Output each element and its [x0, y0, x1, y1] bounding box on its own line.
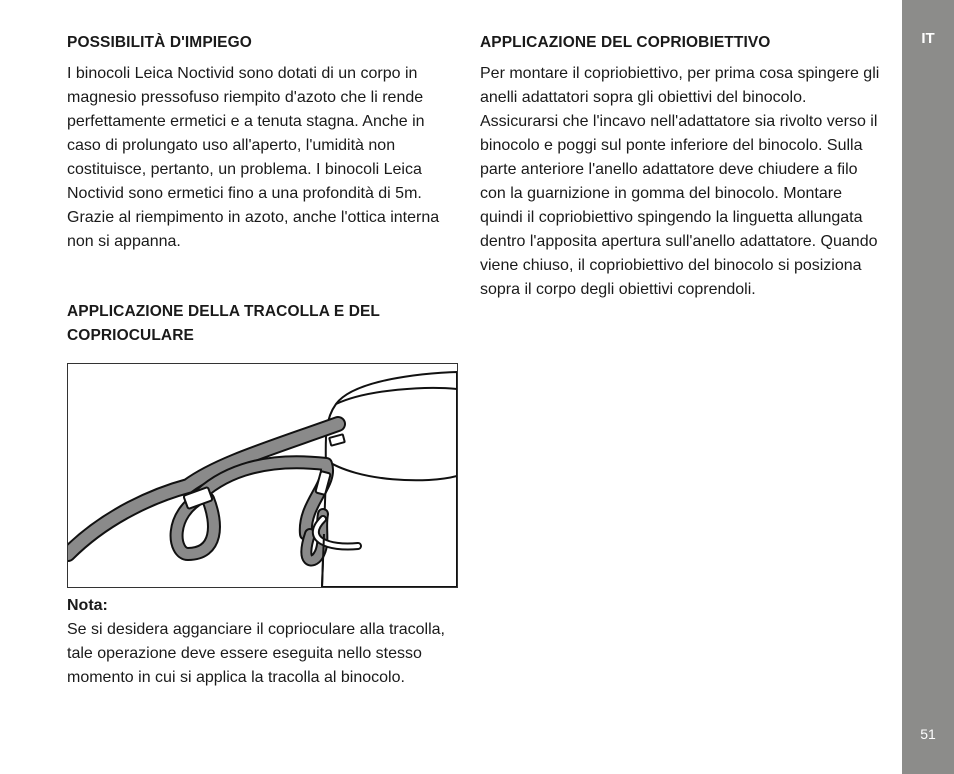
- section-heading-lens-cap: APPLICAZIONE DEL COPRIOBIETTIVO: [480, 34, 771, 51]
- note-body: Se si desidera agganciare il coprioculare alla tracolla, tale operazione deve essere eseguita nello stesso momento in cui si applica la tracolla al binocolo.: [67, 621, 445, 686]
- language-tab: IT: [921, 30, 935, 47]
- note-title: Nota:: [67, 597, 108, 614]
- language-sidebar: [902, 0, 954, 774]
- section-heading-strap: APPLICAZIONE DELLA TRACOLLA E DEL COPRIOCULARE: [67, 303, 380, 344]
- page-number: 51: [920, 726, 936, 742]
- section-body-usage: I binocoli Leica Noctivid sono dotati di un corpo in magnesio pressofuso riempito d'azoto che li rende perfettamente ermetici e a tenuta stagna. Anche in caso di prolungato uso all'aperto, l'umidità non costituisce, pertanto, un problema. I binocoli Leica Noctivid sono ermetici fino a una profondità di 5m. Grazie al riempimento in azoto, anche l'ottica interna non si appanna.: [67, 65, 440, 250]
- strap-illustration: [67, 363, 458, 588]
- binocular-barrel: [322, 372, 457, 587]
- section-body-lens-cap: Per montare il copriobiettivo, per prima cosa spingere gli anelli adattatori sopra gli obiettivi del binocolo. Assicurarsi che l'incavo nell'adattatore sia rivolto verso il binocolo e poggi sul ponte inferiore del binocolo. Sulla parte anteriore l'anello adattatore deve chiudere a filo con la guarnizione in gomma del binocolo. Montare quindi il copriobiettivo spingendo la linguetta allungata dentro l'apposita apertura sull'anello adattatore. Quando viene chiuso, il copriobiettivo del binocolo si posiziona sopra il corpo degli obiettivi coprendoli.: [480, 65, 880, 298]
- section-heading-usage: POSSIBILITÀ D'IMPIEGO: [67, 34, 252, 51]
- strap-drawing: [68, 364, 457, 587]
